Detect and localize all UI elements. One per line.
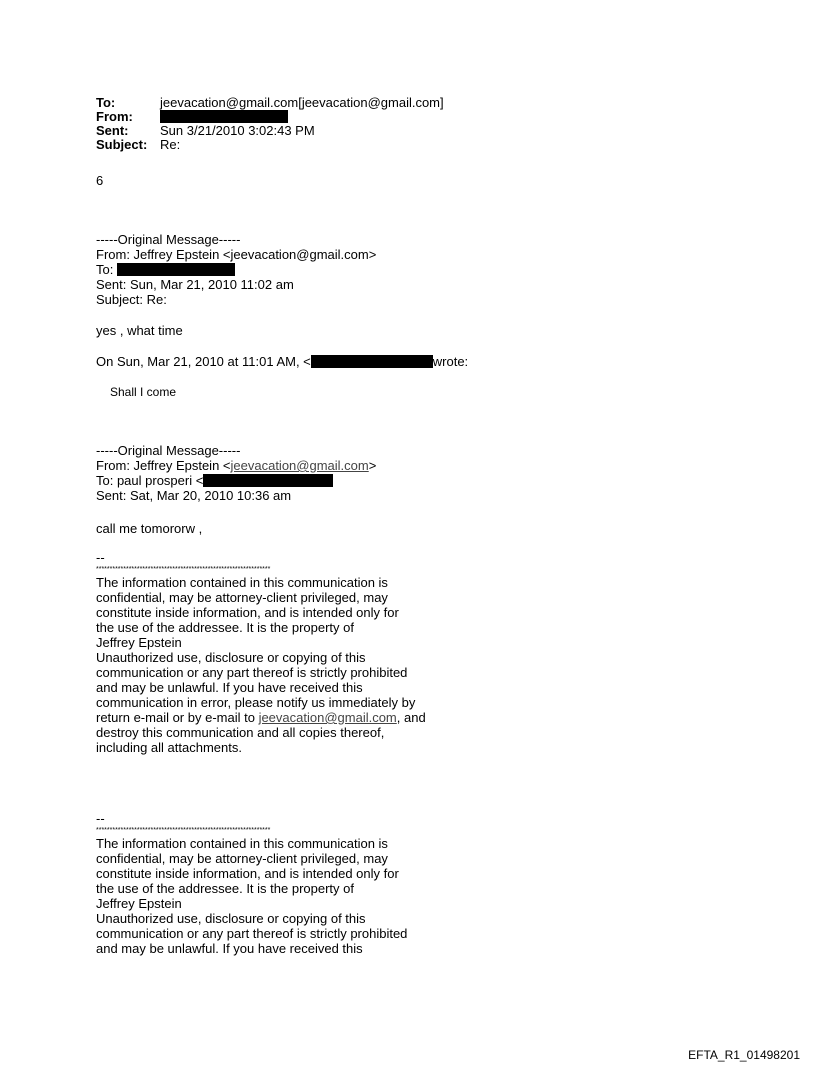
email-header — [96, 96, 444, 152]
disclaimer-line: constitute inside information, and is intended only for — [96, 866, 399, 881]
disclaimer-line: The information contained in this communication is — [96, 836, 388, 851]
quote-intro — [96, 354, 468, 369]
subject-value: Re: — [160, 137, 181, 152]
redaction-bar — [117, 263, 235, 276]
sent-line: Sent: Sat, Mar 20, 2010 10:36 am — [96, 488, 292, 503]
from-label: From: — [96, 109, 133, 124]
quote-prefix: On Sun, Mar 21, 2010 at 11:01 AM, < — [96, 354, 311, 369]
email-prefix: return e-mail or by e-mail to — [96, 710, 259, 725]
disclaimer-line: communication in error, please notify us immediately by — [96, 695, 416, 710]
disclaimer-line: including all attachments. — [96, 740, 242, 755]
disclaimer-line: Jeffrey Epstein — [96, 896, 182, 911]
disclaimer-line: Unauthorized use, disclosure or copying of this — [96, 911, 366, 926]
disclaimer-2 — [96, 811, 407, 956]
subject-line: Subject: Re: — [96, 292, 167, 307]
from-line: From: Jeffrey Epstein <jeevacation@gmail.com> — [96, 247, 377, 262]
to-line — [96, 262, 376, 277]
disclaimer-line: The information contained in this communication is — [96, 575, 388, 590]
disclaimer-line: the use of the addressee. It is the property of — [96, 881, 354, 896]
sent-row — [96, 124, 444, 138]
disclaimer-line: communication or any part thereof is strictly prohibited — [96, 926, 408, 941]
from-line — [96, 458, 376, 473]
divider: -----Original Message----- — [96, 232, 241, 247]
disclaimer-line: the use of the addressee. It is the property of — [96, 620, 354, 635]
to-text: To: paul prosperi < — [96, 473, 204, 488]
redaction-bar — [160, 110, 288, 123]
signature-dashes: -- — [96, 550, 105, 565]
subject-row — [96, 138, 444, 152]
signature-dashes: -- — [96, 811, 105, 826]
body-text: call me tomororw , — [96, 521, 203, 536]
quoted-text: Shall I come — [110, 385, 177, 399]
sent-line: Sent: Sun, Mar 21, 2010 11:02 am — [96, 277, 294, 292]
email-link[interactable]: jeevacation@gmail.com — [258, 710, 397, 725]
divider: -----Original Message----- — [96, 443, 241, 458]
redaction-bar — [311, 355, 433, 368]
disclaimer-1 — [96, 550, 426, 755]
disclaimer-line: destroy this communication and all copies thereof, — [96, 725, 385, 740]
redaction-bar — [203, 474, 333, 487]
to-label: To: — [96, 95, 116, 110]
from-suffix: > — [368, 458, 377, 473]
to-line — [96, 473, 376, 488]
to-row — [96, 96, 444, 110]
subject-label: Subject: — [96, 137, 148, 152]
disclaimer-line: communication or any part thereof is strictly prohibited — [96, 665, 408, 680]
disclaimer-line: and may be unlawful. If you have received this — [96, 680, 363, 695]
original-message-1 — [96, 232, 376, 307]
disclaimer-line: confidential, may be attorney-client privileged, may — [96, 590, 388, 605]
disclaimer-line: Jeffrey Epstein — [96, 635, 182, 650]
quote-suffix: wrote: — [432, 354, 469, 369]
sent-value: Sun 3/21/2010 3:02:43 PM — [160, 123, 315, 138]
disclaimer-line: confidential, may be attorney-client privileged, may — [96, 851, 388, 866]
disclaimer-line: and may be unlawful. If you have received this — [96, 941, 363, 956]
to-label: To: — [96, 262, 114, 277]
sent-label: Sent: — [96, 123, 129, 138]
disclaimer-line — [96, 710, 426, 725]
document-id: EFTA_R1_01498201 — [688, 1048, 800, 1062]
stars-line: **************************************************************** — [96, 566, 271, 573]
disclaimer-line: constitute inside information, and is intended only for — [96, 605, 399, 620]
to-value: jeevacation@gmail.com[jeevacation@gmail.com] — [160, 95, 444, 110]
reply-body: 6 — [96, 173, 104, 188]
email-suffix: , and — [396, 710, 426, 725]
email-link[interactable]: jeevacation@gmail.com — [230, 458, 369, 473]
original-message-2 — [96, 443, 376, 503]
disclaimer-line: Unauthorized use, disclosure or copying of this — [96, 650, 366, 665]
from-prefix: From: Jeffrey Epstein < — [96, 458, 231, 473]
reply-text: yes , what time — [96, 323, 183, 338]
stars-line: **************************************************************** — [96, 827, 271, 834]
from-row — [96, 110, 444, 124]
